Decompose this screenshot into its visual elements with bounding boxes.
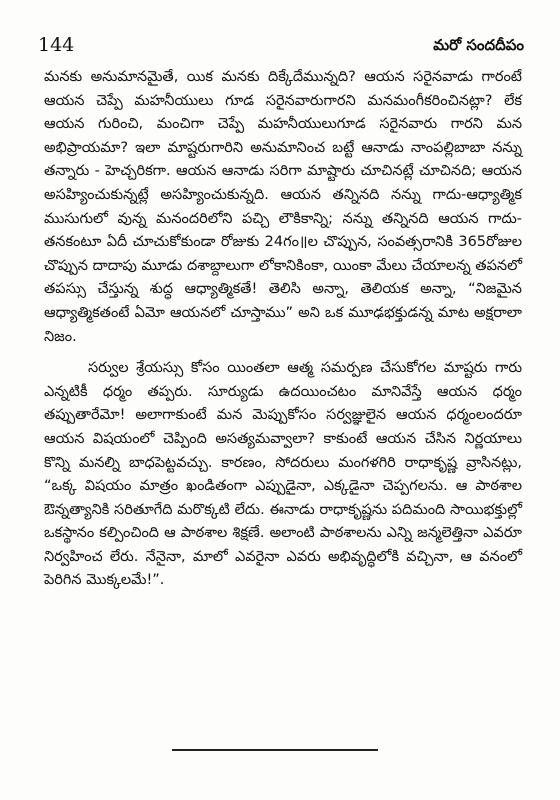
- body-text: [44, 66, 522, 593]
- page-number: 144: [38, 34, 75, 56]
- paragraph-1: మనకు అనుమానమైతే, యిక మనకు దిక్కేదేమున్నది? ఆయన సరైనవాడు గారంటే ఆయన చెప్పే మహనీయులు గూడ సరైనవారుగారని మనమంగీకరించినట్లా? లేక ఆయన గురించి, మంచిగా చెప్పే మహనీయులుగూడ సరైనవారు గారని మన అభిప్రాయమా? ఇలా మాష్టరుగారిని అనుమానించ బట్టే ఆనాడు నాంపల్లిబాబా నన్ను తన్నారు - హెచ్చరికగా. ఆయన ఆనాడు సరిగా మాష్టారు చూచినట్లే చూచినది; ఆయన అసహ్యించుకున్నట్లే అసహ్యించుకున్నది. ఆయన తన్నినది నన్ను గాదు-ఆధ్యాత్మిక ముసుగులో వున్న మనందరిలోని పచ్చి లౌకికాన్ని; నన్ను తన్నినది ఆయన గాదు-తనకంటూ ఏదీ చూచుకోకుండా రోజుకు 24గం॥ల చొప్పున, సంవత్సరానికి 365రోజుల చొప్పున దాదాపు మూడు దశాబ్దాలుగా లోకానికింకా, యింకా మేలు చేయాలన్న తపనలో తపస్సు చేస్తున్న శుద్ధ ఆధ్యాత్మికతే! తెలిసి అన్నా, తెలియక అన్నా, “నిజమైన ఆధ్యాత్మికతంటే ఏమో ఆయనలో చూస్తాము” అని ఒక మూఢభక్తుడన్న మాట అక్షరాలా నిజం.: [44, 69, 522, 345]
- paragraph-2: సర్వుల శ్రేయస్సు కోసం యింతలా ఆత్మ సమర్పణ చేసుకోగల మాష్టరు గారు ఎన్నటికీ ధర్మం తప్పరు. సూర్యుడు ఉదయించటం మానివేస్తే ఆయన ధర్మం తప్పుతారేమో! అలాగాకుంటే మన మెప్పుకోసం సర్వజ్ఞులైన ఆయన ధర్మంలందరూ ఆయన విషయంలో చెప్పింది అసత్యమవ్వాలా? కాకుంటే ఆయన చేసిన నిర్ణయాలు కొన్ని మనల్ని బాధపెట్టవచ్చు. కారణం, సోదరులు మంగళగిరి రాధాకృష్ణ వ్రాసినట్లు, “ఒక్క విషయం మాత్రం ఖండితంగా ఎప్పుడైనా, ఎక్కడైనా చెప్పగలను. ఆ పాఠశాల ఔన్నత్యానికి సరితూగేది మరొక్కటి లేదు. ఈనాడు రాధాకృష్ణను పదిమంది సాయిభక్తుల్లో ఒకస్థానం కల్పించింది ఆ పాఠశాల శిక్షణే. అలాంటి పాఠశాలను ఎన్ని జన్మలెత్తినా ఎవరూ నిర్వహించ లేరు. నేనైనా, మాలో ఎవరైనా ఎవరు అభివృద్ధిలోకి వచ్చినా, ఆ వనంలో పెరిగిన మొక్కలమే!”.: [44, 360, 522, 589]
- footer-rule: [172, 749, 378, 751]
- running-header-title: మరో సందదీపం: [433, 36, 524, 54]
